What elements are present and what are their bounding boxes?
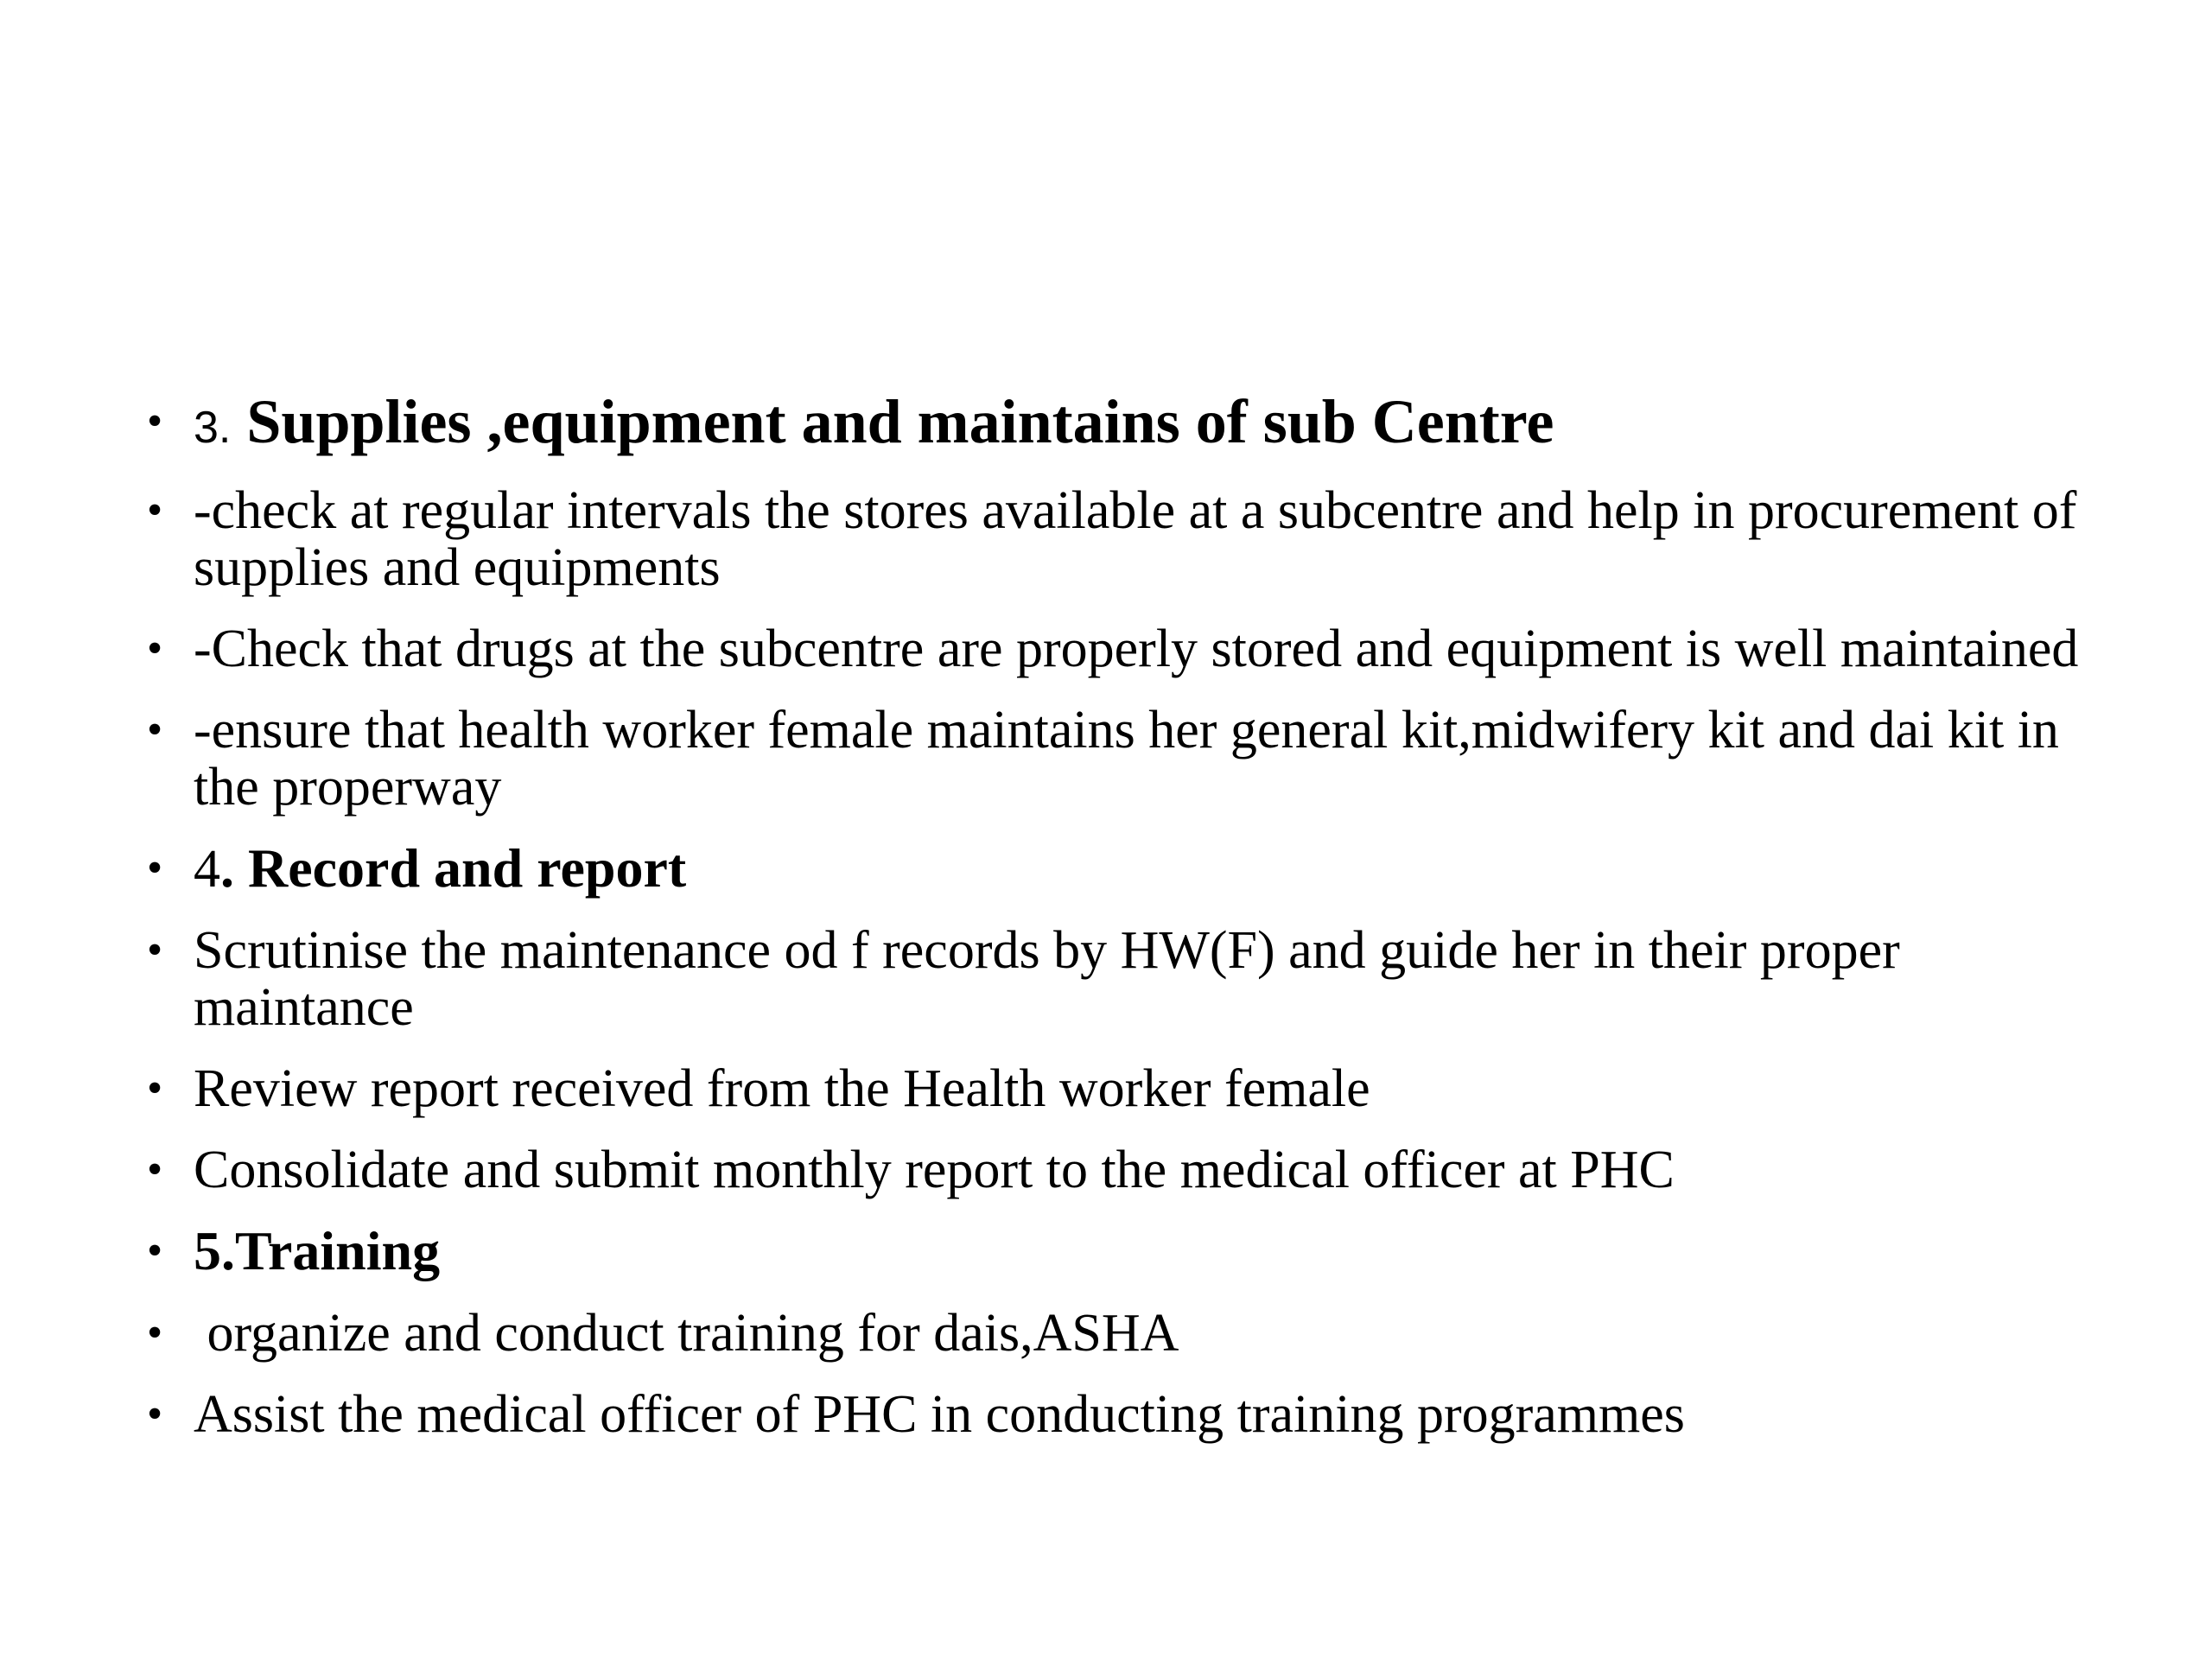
section-heading-supplies [147,387,2091,456]
bullet-list [147,387,2091,1467]
list-item [147,922,2091,1036]
list-item-text: Review report received from the Health worker female [194,1059,1370,1118]
section-heading-record [147,837,2091,899]
list-item-text: -check at regular intervals the stores available at a subcentre and help in procurement of supplies and equipments [194,481,2077,597]
list-item-text: Scrutinise the maintenance od f records by HW(F) and guide her in their proper maintance [194,921,1900,1037]
section-title: Supplies ,equipment and maintains of sub Centre [231,387,1554,456]
list-item-text: Assist the medical officer of PHC in conducting training programmes [194,1385,1685,1444]
list-item [147,620,2091,677]
list-item-text: -Check that drugs at the subcentre are properly stored and equipment is well maintained [194,620,2079,678]
list-item-text: -ensure that health worker female maintains her general kit,midwifery kit and dai kit in the properway [194,701,2059,817]
list-item [147,482,2091,596]
list-item [147,702,2091,816]
list-item-text: organize and conduct training for dais,ASHA [194,1304,1179,1363]
list-item [147,1141,2091,1198]
list-item [147,1305,2091,1362]
section-title: . Record and report [220,837,687,899]
section-title: 5.Training [194,1220,441,1281]
list-item [147,1386,2091,1443]
section-heading-training [147,1220,2091,1281]
list-item-text: Consolidate and submit monthly report to the medical officer at PHC [194,1141,1675,1199]
section-number: 4 [194,840,220,899]
section-number: 3. [194,403,232,453]
list-item [147,1060,2091,1117]
